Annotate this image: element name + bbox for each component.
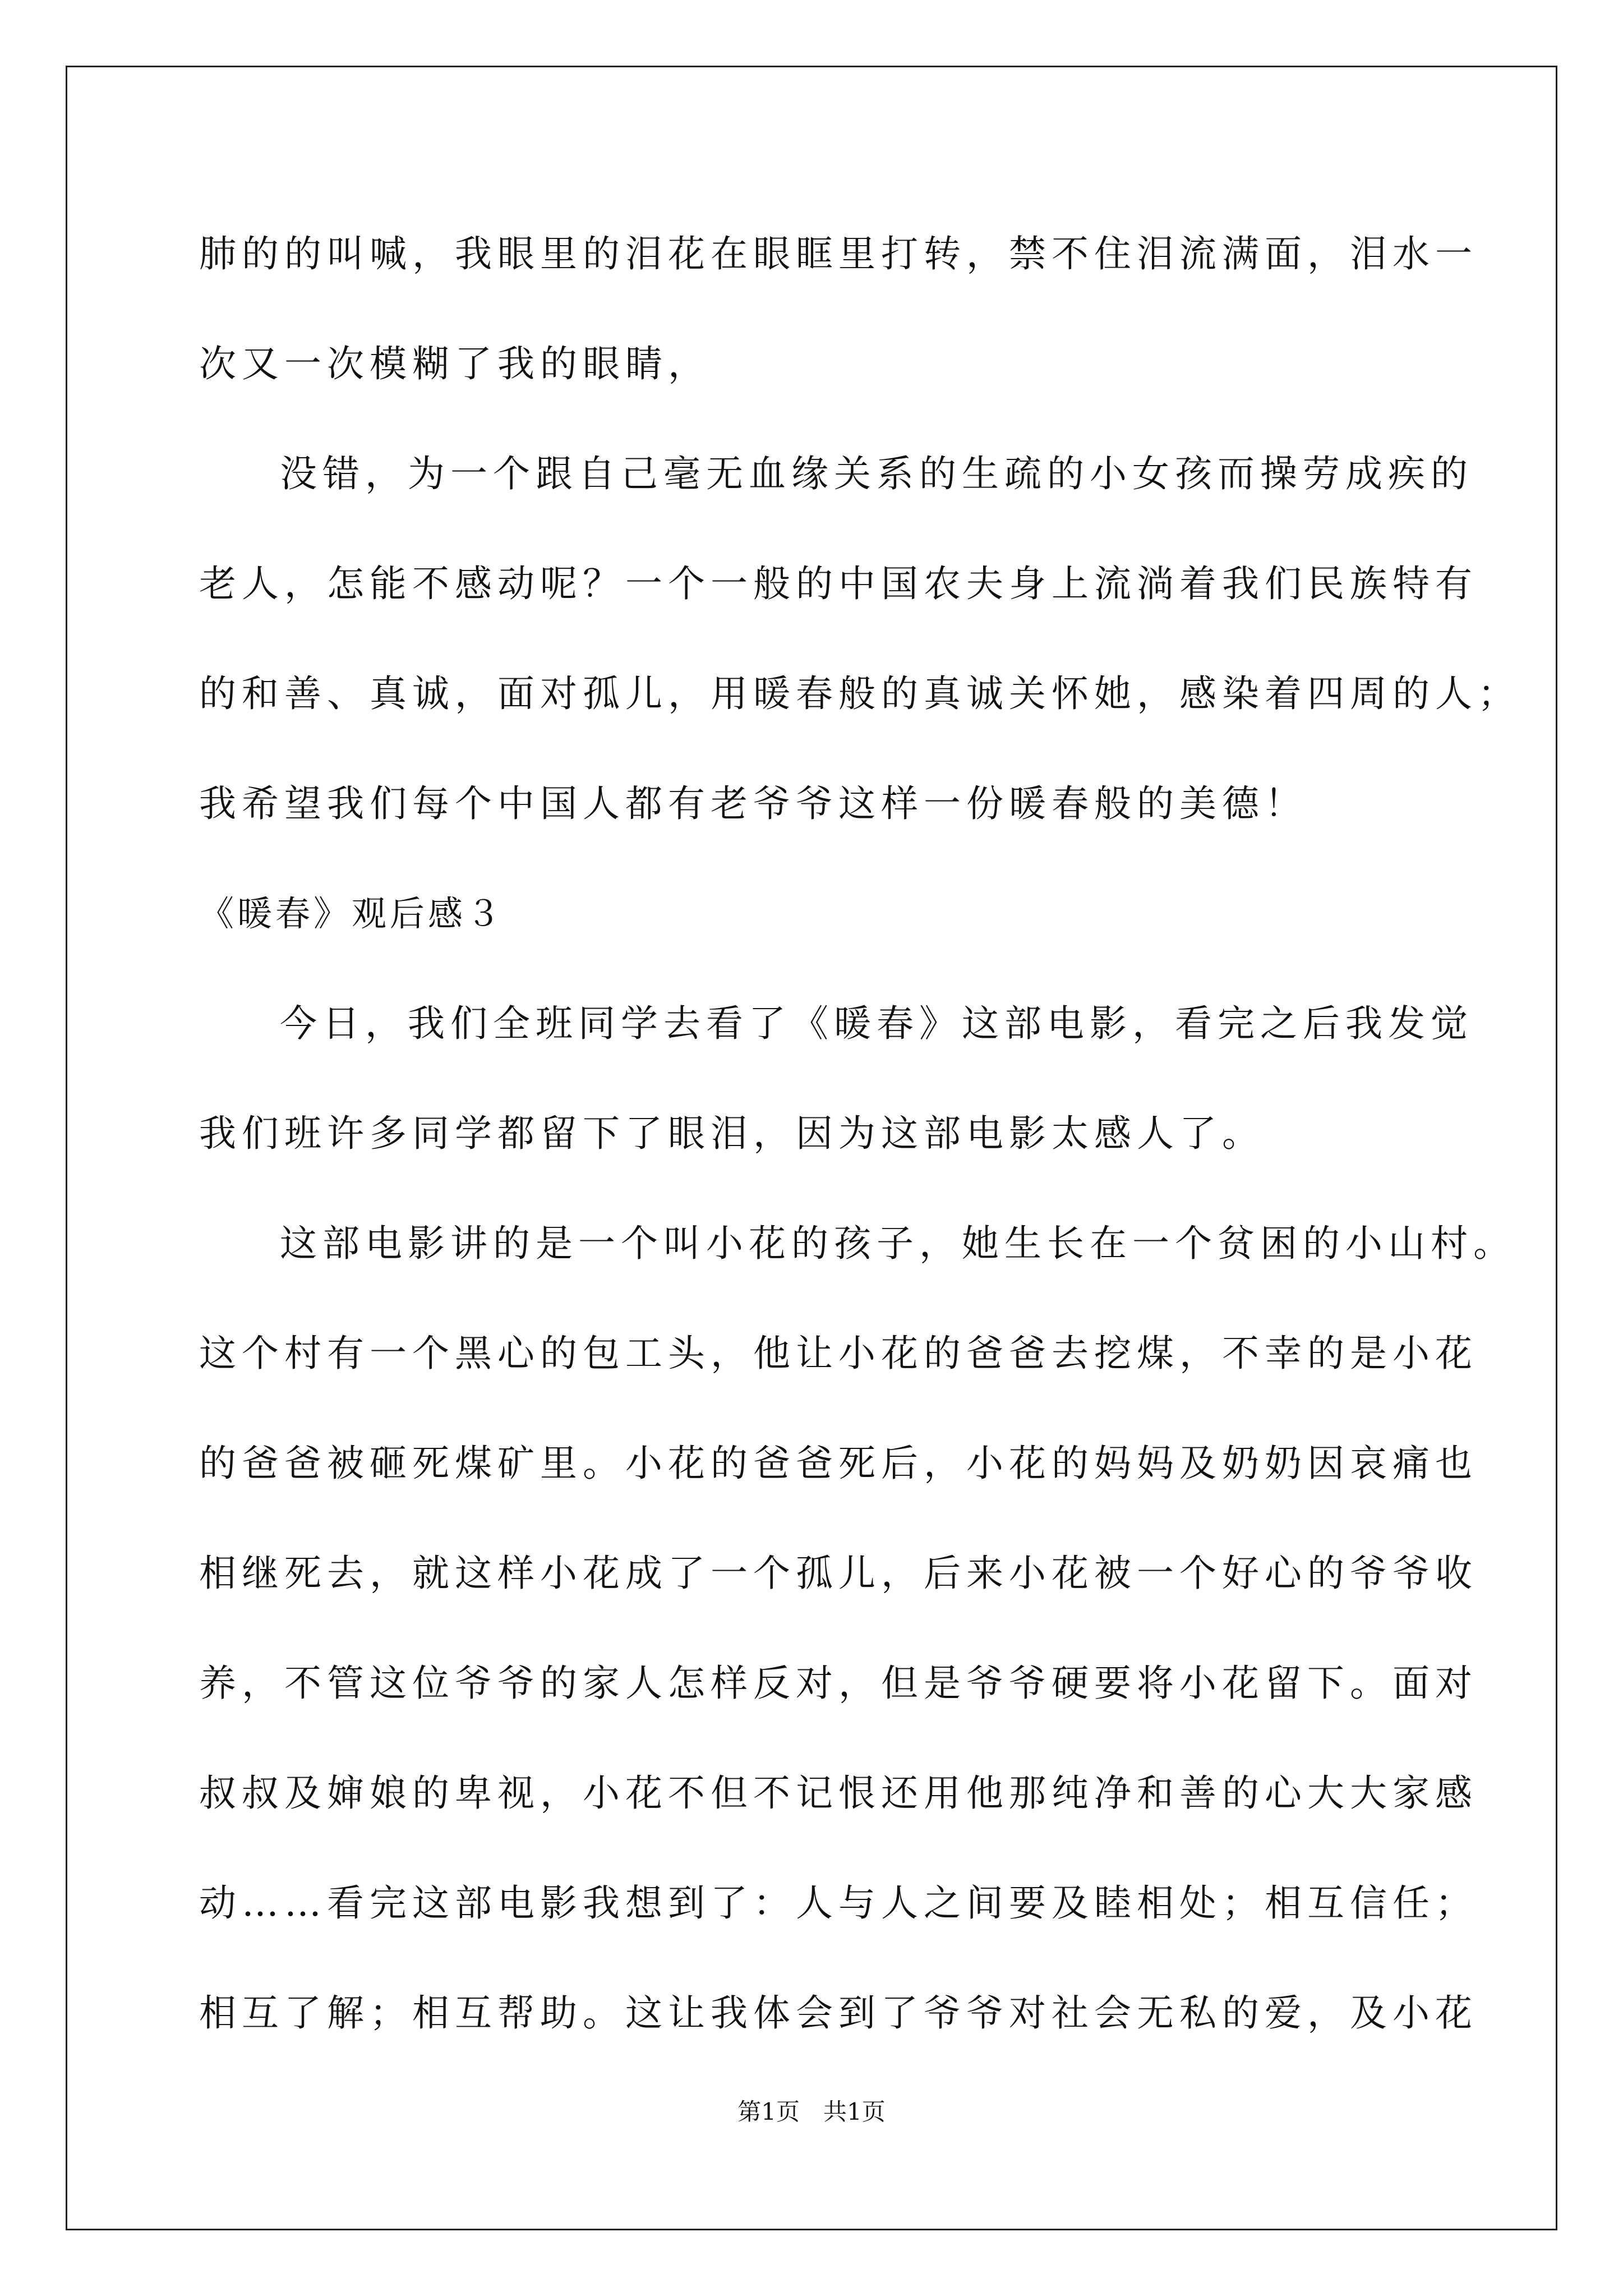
text-line: 我们班许多同学都留下了眼泪，因为这部电影太感人了。 [199, 1112, 1265, 1155]
text-line: 没错，为一个跟自己毫无血缘关系的生疏的小女孩而操劳成疾的 [280, 452, 1473, 495]
text-line: 次又一次模糊了我的眼睛， [199, 342, 711, 385]
text-line: 我希望我们每个中国人都有老爷爷这样一份暖春般的美德！ [199, 782, 1307, 825]
text-line: 相继死去，就这样小花成了一个孤儿，后来小花被一个好心的爷爷收 [199, 1552, 1478, 1595]
text-line: 肺的的叫喊，我眼里的泪花在眼眶里打转，禁不住泪流满面，泪水一 [199, 232, 1478, 275]
text-line: 这部电影讲的是一个叫小花的孩子，她生长在一个贫困的小山村。 [280, 1222, 1516, 1265]
text-line: 的和善、真诚，面对孤儿，用暖春般的真诚关怀她，感染着四周的人； [199, 672, 1520, 715]
text-line: 动……看完这部电影我想到了：人与人之间要及睦相处；相互信任； [199, 1881, 1478, 1925]
text-line: 这个村有一个黑心的包工头，他让小花的爸爸去挖煤，不幸的是小花 [199, 1332, 1478, 1375]
text-line: 相互了解；相互帮助。这让我体会到了爷爷对社会无私的爱，及小花 [199, 1991, 1478, 2035]
text-line: 叔叔及婶娘的卑视，小花不但不记恨还用他那纯净和善的心大大家感 [199, 1772, 1478, 1815]
page-footer: 第1页 共1页 [737, 2098, 886, 2125]
text-line: 老人，怎能不感动呢？一个一般的中国农夫身上流淌着我们民族特有 [199, 562, 1478, 605]
text-line: 今日，我们全班同学去看了《暖春》这部电影，看完之后我发觉 [280, 1002, 1473, 1045]
text-line: 养，不管这位爷爷的家人怎样反对，但是爷爷硬要将小花留下。面对 [199, 1662, 1478, 1705]
document-body [199, 199, 1520, 2068]
text-line: 的爸爸被砸死煤矿里。小花的爸爸死后，小花的妈妈及奶奶因哀痛也 [199, 1442, 1478, 1485]
section-heading: 《暖春》观后感３ [199, 893, 505, 934]
